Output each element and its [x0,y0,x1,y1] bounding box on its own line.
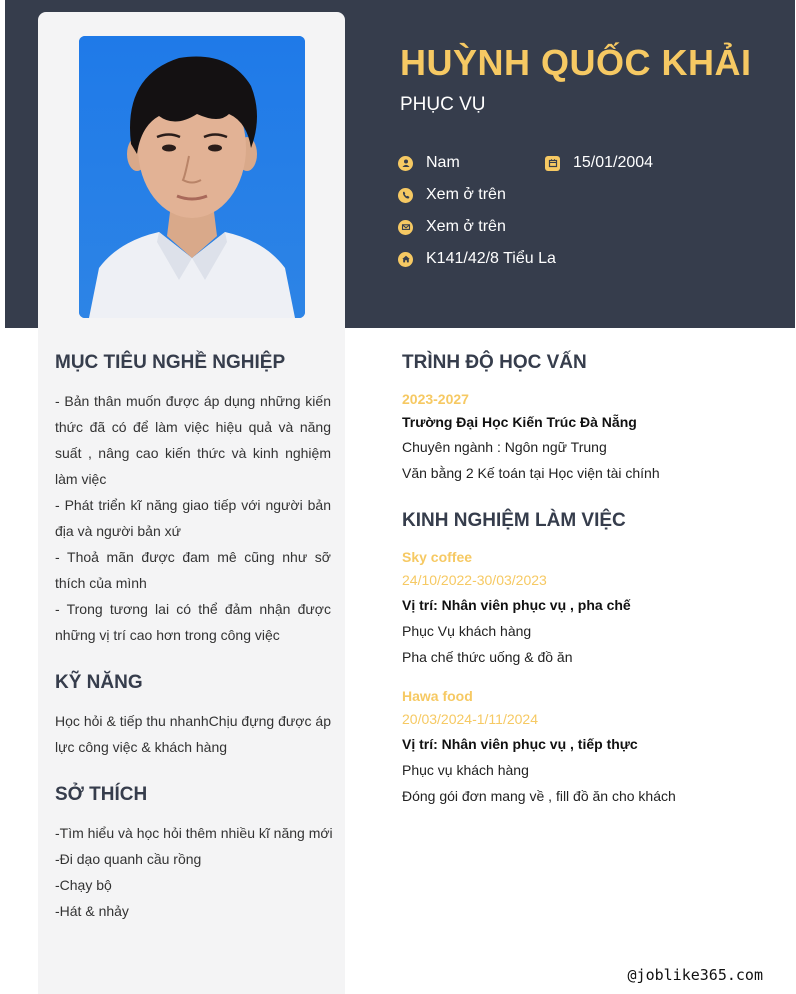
job-position: Vị trí: Nhân viên phục vụ , pha chế [402,597,631,613]
objective-paragraph: - Trong tương lai có thể đảm nhận được những vị trí cao hơn trong công việc [55,601,331,643]
job-duty: Pha chế thức uống & đồ ăn [402,649,573,665]
candidate-title: PHỤC VỤ [400,94,486,115]
education-period: 2023-2027 [402,391,469,407]
user-icon [398,156,413,171]
contact-birthdate [545,154,653,172]
education-school: Trường Đại Học Kiến Trúc Đà Nẵng [402,414,637,430]
birthdate-value: 15/01/2004 [573,154,654,171]
gender-value: Nam [426,154,460,171]
profile-photo [79,36,305,318]
objective-heading: MỤC TIÊU NGHỀ NGHIỆP [55,352,286,373]
job-position: Vị trí: Nhân viên phục vụ , tiếp thực [402,736,638,752]
education-heading: TRÌNH ĐỘ HỌC VẤN [402,352,587,373]
hobby-item: -Hát & nhảy [55,903,129,919]
hobby-item: -Chạy bộ [55,877,112,893]
profile-photo-illustration [79,36,305,318]
education-major: Chuyên ngành : Ngôn ngữ Trung [402,439,607,455]
email-value: Xem ở trên [426,218,506,235]
email-icon [398,220,413,235]
hobby-item: -Tìm hiểu và học hỏi thêm nhiều kĩ năng mới [55,825,333,841]
objective-paragraph: - Phát triển kĩ năng giao tiếp với người bản địa và người bản xứ [55,497,331,539]
address-value: K141/42/8 Tiểu La [426,250,556,267]
job-period: 24/10/2022-30/03/2023 [402,572,547,588]
phone-value: Xem ở trên [426,186,506,203]
objective-paragraph: - Thoả mãn được đam mê cũng như sỡ thích của mình [55,549,331,591]
contact-phone [398,186,506,204]
calendar-icon [545,156,560,171]
job-duty: Phục Vụ khách hàng [402,623,532,639]
education-note: Văn bằng 2 Kế toán tại Học viện tài chính [402,465,660,481]
contact-gender [398,154,460,172]
hobby-item: -Đi dạo quanh cầu rồng [55,851,202,867]
hobbies-list [55,820,335,924]
job-period: 20/03/2024-1/11/2024 [402,711,538,727]
contact-email [398,218,506,236]
hobbies-heading: SỞ THÍCH [55,784,148,805]
experience-heading: KINH NGHIỆM LÀM VIỆC [402,510,626,531]
candidate-name: HUỲNH QUỐC KHẢI [400,42,752,83]
phone-icon [398,188,413,203]
job-duty: Đóng gói đơn mang về , fill đồ ăn cho khách [402,788,676,804]
skills-text: Học hỏi & tiếp thu nhanhChịu đựng được áp lực công việc & khách hàng [55,713,331,755]
job-company: Sky coffee [402,549,473,565]
objective-text [55,388,331,648]
watermark: @joblike365.com [627,966,763,984]
skills-heading: KỸ NĂNG [55,672,143,693]
contact-address [398,250,556,268]
job-company: Hawa food [402,688,473,704]
job-duty: Phục vụ khách hàng [402,762,529,778]
home-icon [398,252,413,267]
objective-paragraph: - Bản thân muốn được áp dụng những kiến thức đã có để làm việc hiệu quả và năng suất , nâng cao kiến thức và kinh nghiệm làm việc [55,393,331,487]
